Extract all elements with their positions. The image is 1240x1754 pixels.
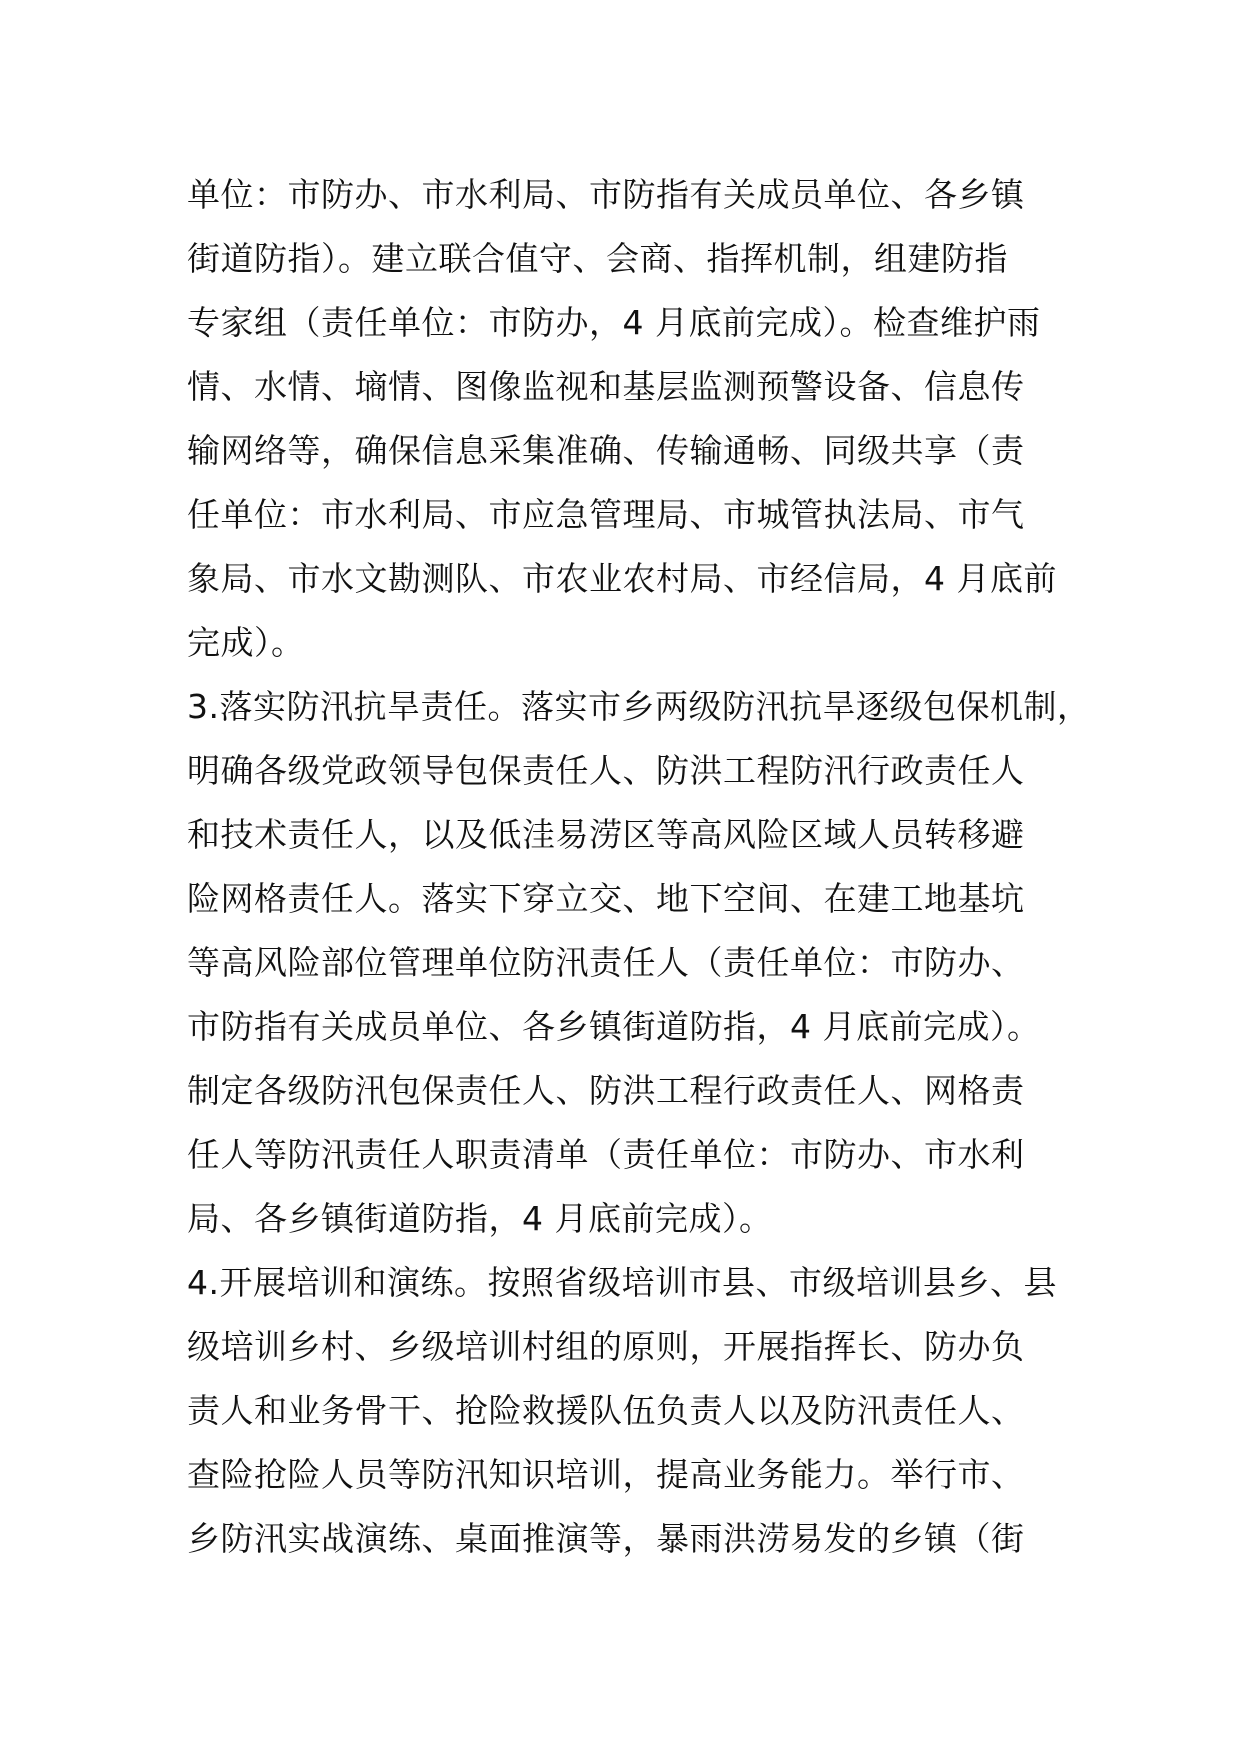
text-line: 单位：市防办、市水利局、市防指有关成员单位、各乡镇 <box>187 175 1025 214</box>
text-line: 专家组（责任单位：市防办，4 月底前完成）。检查维护雨 <box>187 303 1041 342</box>
text-line: 输网络等，确保信息采集准确、传输通畅、同级共享（责 <box>187 431 1025 470</box>
text-line: 完成）。 <box>187 623 305 662</box>
text-line: 级培训乡村、乡级培训村组的原则，开展指挥长、防办负 <box>187 1327 1025 1366</box>
text-line: 等高风险部位管理单位防汛责任人（责任单位：市防办、 <box>187 943 1025 982</box>
text-line: 街道防指）。建立联合值守、会商、指挥机制，组建防指 <box>187 239 1008 278</box>
text-line: 责人和业务骨干、抢险救援队伍负责人以及防汛责任人、 <box>187 1391 1025 1430</box>
text-line: 任单位：市水利局、市应急管理局、市城管执法局、市气 <box>187 495 1025 534</box>
text-line: 制定各级防汛包保责任人、防洪工程行政责任人、网格责 <box>187 1071 1025 1110</box>
section-heading-line: 3.落实防汛抗旱责任。落实市乡两级防汛抗旱逐级包保机制， <box>187 687 1091 726</box>
text-line: 象局、市水文勘测队、市农业农村局、市经信局，4 月底前 <box>187 559 1057 598</box>
text-line: 任人等防汛责任人职责清单（责任单位：市防办、市水利 <box>187 1135 1025 1174</box>
text-line: 险网格责任人。落实下穿立交、地下空间、在建工地基坑 <box>187 879 1025 918</box>
text-line: 和技术责任人，以及低洼易涝区等高风险区域人员转移避 <box>187 815 1025 854</box>
text-line: 市防指有关成员单位、各乡镇街道防指，4 月底前完成）。 <box>187 1007 1041 1046</box>
section-heading-line: 4.开展培训和演练。按照省级培训市县、市级培训县乡、县 <box>187 1263 1057 1302</box>
document-body <box>187 163 1091 1571</box>
text-line: 情、水情、墒情、图像监视和基层监测预警设备、信息传 <box>187 367 1025 406</box>
text-line: 乡防汛实战演练、桌面推演等，暴雨洪涝易发的乡镇（街 <box>187 1519 1025 1558</box>
text-line: 明确各级党政领导包保责任人、防洪工程防汛行政责任人 <box>187 751 1025 790</box>
text-line: 查险抢险人员等防汛知识培训，提高业务能力。举行市、 <box>187 1455 1025 1494</box>
text-line: 局、各乡镇街道防指，4 月底前完成）。 <box>187 1199 773 1238</box>
